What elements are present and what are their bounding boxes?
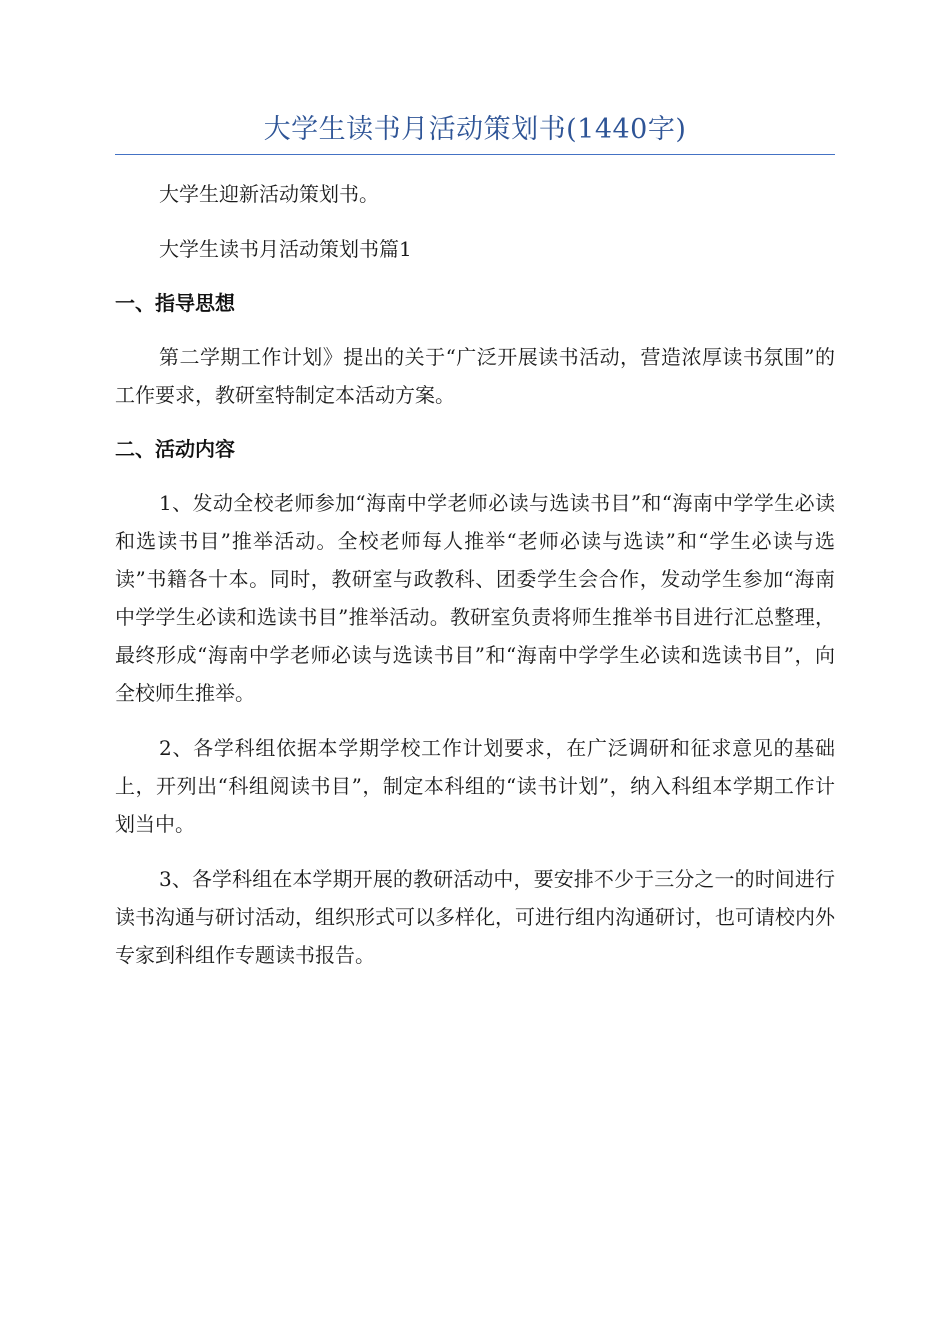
section-heading-activity-content: 二、活动内容 [115,437,235,461]
subtitle-line: 大学生读书月活动策划书篇1 [159,237,412,261]
section1-paragraph: 第二学期工作计划》提出的关于“广泛开展读书活动，营造浓厚读书氛围”的工作要求，教研室特制定本活动方案。 [115,345,835,407]
activity-paragraph-1: 1、发动全校老师参加“海南中学老师必读与选读书目”和“海南中学学生必读和选读书目”推举活动。全校老师每人推举“老师必读与选读”和“学生必读与选读”书籍各十本。同时，教研室与政教科、团委学生会合作，发动学生参加“海南中学学生必读和选读书目”推举活动。教研室负责将师生推举书目进行汇总整理，最终形成“海南中学老师必读与选读书目”和“海南中学学生必读和选读书目”，向全校师生推举。 [115,491,835,705]
intro-line: 大学生迎新活动策划书。 [159,182,379,206]
activity-paragraph-2: 2、各学科组依据本学期学校工作计划要求，在广泛调研和征求意见的基础上，开列出“科组阅读书目”，制定本科组的“读书计划”，纳入科组本学期工作计划当中。 [115,736,835,836]
title-underline [115,154,835,155]
activity-paragraph-3: 3、各学科组在本学期开展的教研活动中，要安排不少于三分之一的时间进行读书沟通与研讨活动，组织形式可以多样化，可进行组内沟通研讨，也可请校内外专家到科组作专题读书报告。 [115,867,835,967]
section-heading-guiding-thought: 一、指导思想 [115,291,235,315]
document-title: 大学生读书月活动策划书(1440字) [263,114,687,145]
